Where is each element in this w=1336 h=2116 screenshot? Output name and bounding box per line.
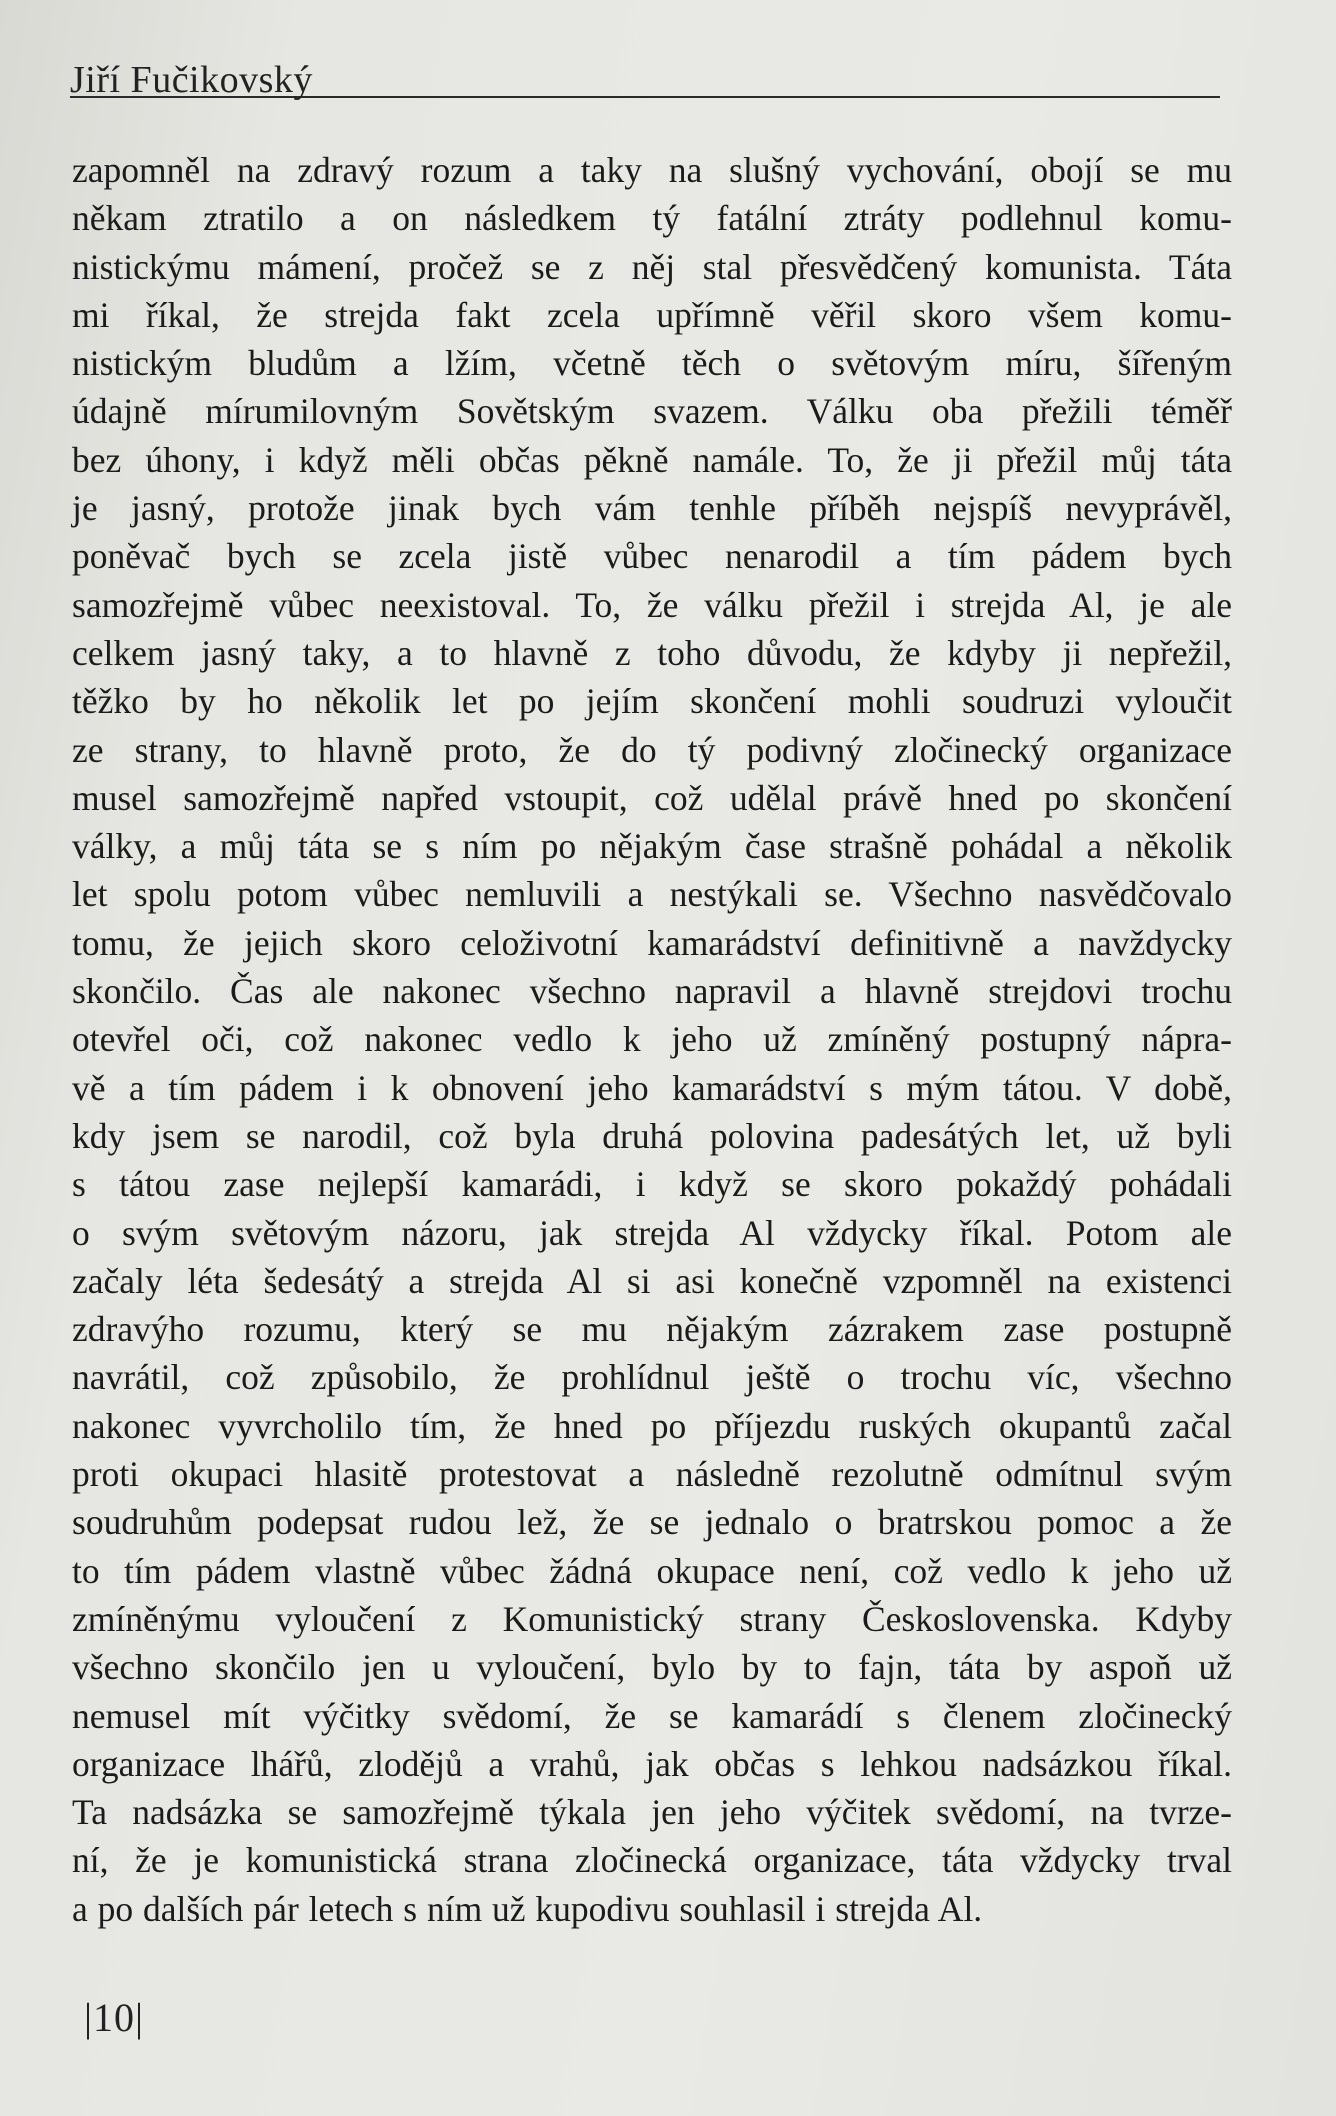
text-line: navrátil, což způsobilo, že prohlídnul ještě o trochu víc, všechno: [72, 1357, 1232, 1398]
running-header: [70, 52, 1220, 101]
body-paragraph: [72, 146, 1232, 1933]
text-line: soudruhům podepsat rudou lež, že se jednalo o bratrskou pomoc a že: [72, 1502, 1232, 1543]
text-line: nistickým bludům a lžím, včetně těch o světovým míru, šířeným: [72, 343, 1232, 384]
running-header-author: Jiří Fučikovský: [70, 59, 313, 101]
text-line: všechno skončilo jen u vyloučení, bylo by to fajn, táta by aspoň už: [72, 1647, 1232, 1688]
text-line: skončilo. Čas ale nakonec všechno napravil a hlavně strejdovi trochu: [72, 971, 1232, 1012]
text-line: musel samozřejmě napřed vstoupit, což udělal právě hned po skončení: [72, 777, 1232, 818]
text-line: vě a tím pádem i k obnovení jeho kamarádství s mým tátou. V době,: [72, 1067, 1232, 1108]
text-line: války, a můj táta se s ním po nějakým čase strašně pohádal a několik: [72, 826, 1232, 867]
text-line: organizace lhářů, zlodějů a vrahů, jak občas s lehkou nadsázkou říkal.: [72, 1743, 1232, 1784]
text-line: tomu, že jejich skoro celoživotní kamarádství definitivně a navždycky: [72, 922, 1232, 963]
text-line: někam ztratilo a on následkem tý fatální ztráty podlehnul komu-: [72, 198, 1232, 239]
text-line: ní, že je komunistická strana zločinecká organizace, táta vždycky trval: [72, 1840, 1232, 1881]
text-line: proti okupaci hlasitě protestovat a následně rezolutně odmítnul svým: [72, 1454, 1232, 1495]
text-line: mi říkal, že strejda fakt zcela upřímně věřil skoro všem komu-: [72, 294, 1232, 335]
text-line: bez úhony, i když měli občas pěkně namále. To, že ji přežil můj táta: [72, 439, 1232, 480]
text-line: to tím pádem vlastně vůbec žádná okupace není, což vedlo k jeho už: [72, 1550, 1232, 1591]
text-line: let spolu potom vůbec nemluvili a nestýkali se. Všechno nasvědčovalo: [72, 874, 1232, 915]
page-number: |10|: [84, 1995, 145, 2040]
text-line: údajně mírumilovným Sovětským svazem. Válku oba přežili téměř: [72, 391, 1232, 432]
text-line: zmíněnýmu vyloučení z Komunistický strany Československa. Kdyby: [72, 1598, 1232, 1639]
text-line: celkem jasný taky, a to hlavně z toho důvodu, že kdyby ji nepřežil,: [72, 632, 1232, 673]
text-line: nemusel mít výčitky svědomí, že se kamarádí s členem zločinecký: [72, 1695, 1232, 1736]
text-line: začaly léta šedesátý a strejda Al si asi konečně vzpomněl na existenci: [72, 1260, 1232, 1301]
text-line: nistickýmu mámení, pročež se z něj stal přesvědčený komunista. Táta: [72, 246, 1232, 287]
text-line: zdravýho rozumu, který se mu nějakým zázrakem zase postupně: [72, 1309, 1232, 1350]
text-line: Ta nadsázka se samozřejmě týkala jen jeho výčitek svědomí, na tvrze-: [72, 1792, 1232, 1833]
text-line: těžko by ho několik let po jejím skončení mohli soudruzi vyloučit: [72, 681, 1232, 722]
text-line: kdy jsem se narodil, což byla druhá polovina padesátých let, už byli: [72, 1115, 1232, 1156]
text-line: je jasný, protože jinak bych vám tenhle příběh nejspíš nevyprávěl,: [72, 488, 1232, 529]
text-line: zapomněl na zdravý rozum a taky na slušný vychování, obojí se mu: [72, 150, 1232, 190]
text-line: ze strany, to hlavně proto, že do tý podivný zločinecký organizace: [72, 729, 1232, 770]
text-line: a po dalších pár letech s ním už kupodivu souhlasil i strejda Al.: [72, 1888, 983, 1929]
text-line: nakonec vyvrcholilo tím, že hned po příjezdu ruských okupantů začal: [72, 1405, 1232, 1446]
text-line: otevřel oči, což nakonec vedlo k jeho už zmíněný postupný nápra-: [72, 1019, 1232, 1060]
text-line: s tátou zase nejlepší kamarádi, i když se skoro pokaždý pohádali: [72, 1164, 1232, 1205]
text-line: samozřejmě vůbec neexistoval. To, že válku přežil i strejda Al, je ale: [72, 584, 1232, 625]
text-line: poněvač bych se zcela jistě vůbec nenarodil a tím pádem bych: [72, 536, 1232, 577]
text-line: o svým světovým názoru, jak strejda Al vždycky říkal. Potom ale: [72, 1212, 1232, 1253]
